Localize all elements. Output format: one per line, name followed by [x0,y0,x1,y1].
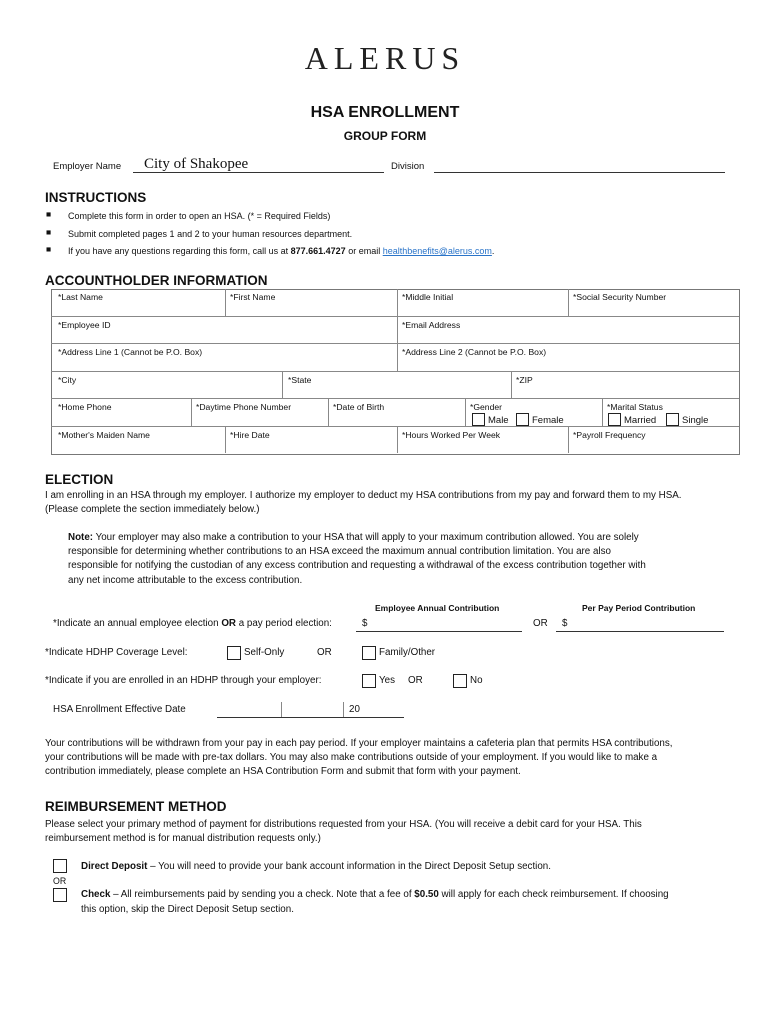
note-label: Note: [68,532,94,543]
grid-line [511,371,512,398]
direct-deposit-text [81,860,551,874]
effective-date-field[interactable] [217,717,404,718]
form-subtitle: GROUP FORM [343,129,427,143]
address-line-2-field[interactable]: *Address Line 2 (Cannot be P.O. Box) [402,347,547,357]
instructions-heading: INSTRUCTIONS [45,190,147,205]
per-period-contribution-header: Per Pay Period Contribution [582,603,696,613]
instruction-item-3 [68,246,494,256]
daytime-phone-field[interactable]: *Daytime Phone Number [196,402,292,412]
note-line-1-text: Your employer may also make a contribution to your HSA that will apply to your maximum contribution allowed. You are solely [93,532,639,543]
female-label: Female [532,415,564,426]
no-checkbox[interactable] [453,674,467,688]
check-label: Check [81,889,111,900]
bullet-icon: ■ [46,244,52,254]
grid-line [51,398,739,399]
state-field[interactable]: *State [288,375,312,385]
grid-line [397,289,398,371]
dob-field[interactable]: *Date of Birth [333,402,385,412]
per-period-contribution-field[interactable] [556,631,724,632]
alerus-logo: ALERUS [304,40,466,76]
middle-initial-field[interactable]: *Middle Initial [402,292,454,302]
note-line-3: responsible for notifying the custodian of any excess contribution and requesting a withdrawal of the excess contribution together with [68,560,646,571]
address-line-1-field[interactable]: *Address Line 1 (Cannot be P.O. Box) [58,347,203,357]
family-label: Family/Other [379,647,436,658]
ssn-field[interactable]: *Social Security Number [573,292,667,302]
hdhp-enrolled-label: *Indicate if you are enrolled in an HDHP through your employer: [45,675,322,686]
check-line-2: this option, skip the Direct Deposit Setup section. [81,904,294,915]
support-phone: 877.661.4727 [290,246,346,256]
or-label: OR [408,675,423,686]
married-checkbox[interactable] [608,413,621,426]
check-desc-2: will apply for each check reimbursement. If choosing [438,889,669,900]
gender-label: *Gender [470,402,503,412]
instruction-item-3-end: . [491,246,495,256]
annual-contribution-field[interactable] [356,631,522,632]
employer-name-label: Employer Name [53,161,122,172]
check-text [81,888,669,902]
election-indicate-label [53,617,332,631]
indicate-pre: *Indicate an annual employee election [53,618,222,629]
grid-line [51,343,739,344]
single-label: Single [682,415,709,426]
grid-line [225,289,226,316]
female-checkbox[interactable] [516,413,529,426]
year-prefix: 20 [349,704,360,715]
indicate-post: a pay period election: [236,618,332,629]
effective-date-label: HSA Enrollment Effective Date [53,704,186,715]
grid-line [191,398,192,426]
instruction-item-1: Complete this form in order to open an HSA. (* = Required Fields) [68,211,331,221]
grid-line [51,426,739,427]
dollar-sign: $ [362,618,368,629]
instruction-item-3-mid: or email [345,246,383,256]
grid-line [225,426,226,453]
reimbursement-line-1: Please select your primary method of payment for distributions requested from your HSA. (You will receive a debit card for your HSA. This [45,819,642,830]
grid-line [51,371,739,372]
or-label: OR [533,618,548,629]
family-checkbox[interactable] [362,646,376,660]
note-line-4: any net income attributable to the excess contribution. [68,575,303,586]
date-divider [343,702,344,717]
check-checkbox[interactable] [53,888,67,902]
last-name-field[interactable]: *Last Name [58,292,103,302]
payroll-frequency-field[interactable]: *Payroll Frequency [573,430,646,440]
self-only-checkbox[interactable] [227,646,241,660]
first-name-field[interactable]: *First Name [230,292,276,302]
reimbursement-line-2: reimbursement method is for manual distribution requests only.) [45,833,321,844]
hdhp-level-label: *Indicate HDHP Coverage Level: [45,647,188,658]
grid-line [568,426,569,453]
date-divider [281,702,282,717]
or-label: OR [53,876,67,886]
direct-deposit-desc: – You will need to provide your bank account information in the Direct Deposit Setup section. [147,861,551,872]
instruction-item-3-prefix: If you have any questions regarding this form, call us at [68,246,291,256]
indicate-or: OR [221,618,237,629]
hire-date-field[interactable]: *Hire Date [230,430,270,440]
marital-status-label: *Marital Status [607,402,663,412]
or-label: OR [317,647,332,658]
bullet-icon: ■ [46,227,52,237]
form-title: HSA ENROLLMENT [310,104,460,121]
note-line-2: responsible for determining whether contributions to an HSA exceed the maximum annual contribution limitation. You are also [68,546,611,557]
grid-line [328,398,329,426]
reimbursement-heading: REIMBURSEMENT METHOD [45,799,227,814]
yes-label: Yes [379,675,395,686]
accountholder-heading: ACCOUNTHOLDER INFORMATION [45,273,268,288]
grid-line [465,398,466,426]
grid-line [397,426,398,453]
annual-contribution-header: Employee Annual Contribution [375,603,500,613]
division-label: Division [391,161,425,172]
male-checkbox[interactable] [472,413,485,426]
grid-line [568,289,569,316]
grid-line [51,316,739,317]
self-only-label: Self-Only [244,647,285,658]
election-para-1b: (Please complete the section immediately below.) [45,504,260,515]
bullet-icon: ■ [46,209,52,219]
direct-deposit-checkbox[interactable] [53,859,67,873]
note-line-1 [68,531,639,545]
maiden-name-field[interactable]: *Mother's Maiden Name [58,430,150,440]
grid-line [282,371,283,398]
email-field[interactable]: *Email Address [402,320,461,330]
check-desc-1: – All reimbursements paid by sending you a check. Note that a fee of [110,889,415,900]
home-phone-field[interactable]: *Home Phone [58,402,112,412]
contribution-line-1: Your contributions will be withdrawn from your pay in each pay period. If your employer maintains a cafeteria plan that permits HSA contributions, [45,738,673,749]
hours-worked-field[interactable]: *Hours Worked Per Week [402,430,501,440]
direct-deposit-label: Direct Deposit [81,861,148,872]
contribution-line-3: contribution immediately, please complete an HSA Contribution Form and submit that form with your payment. [45,766,521,777]
city-field[interactable]: *City [58,375,77,385]
employer-name-field[interactable]: City of Shakopee [144,156,249,172]
instruction-item-2: Submit completed pages 1 and 2 to your human resources department. [68,229,353,239]
check-fee: $0.50 [414,889,439,900]
support-email-link[interactable]: healthbenefits@alerus.com [382,246,492,256]
election-para-1: I am enrolling in an HSA through my employer. I authorize my employer to deduct my HSA contributions from my pay and forward them to my HSA. [45,490,682,501]
contribution-line-2: your contributions will be made with pre-tax dollars. You may also make contributions outside of your employment. If you would like to make a [45,752,658,763]
yes-checkbox[interactable] [362,674,376,688]
division-field[interactable] [434,172,725,173]
male-label: Male [488,415,509,426]
single-checkbox[interactable] [666,413,679,426]
dollar-sign: $ [562,618,568,629]
grid-line [602,398,603,426]
employee-id-field[interactable]: *Employee ID [58,320,111,330]
no-label: No [470,675,483,686]
election-heading: ELECTION [45,472,114,487]
married-label: Married [624,415,657,426]
zip-field[interactable]: *ZIP [516,375,533,385]
